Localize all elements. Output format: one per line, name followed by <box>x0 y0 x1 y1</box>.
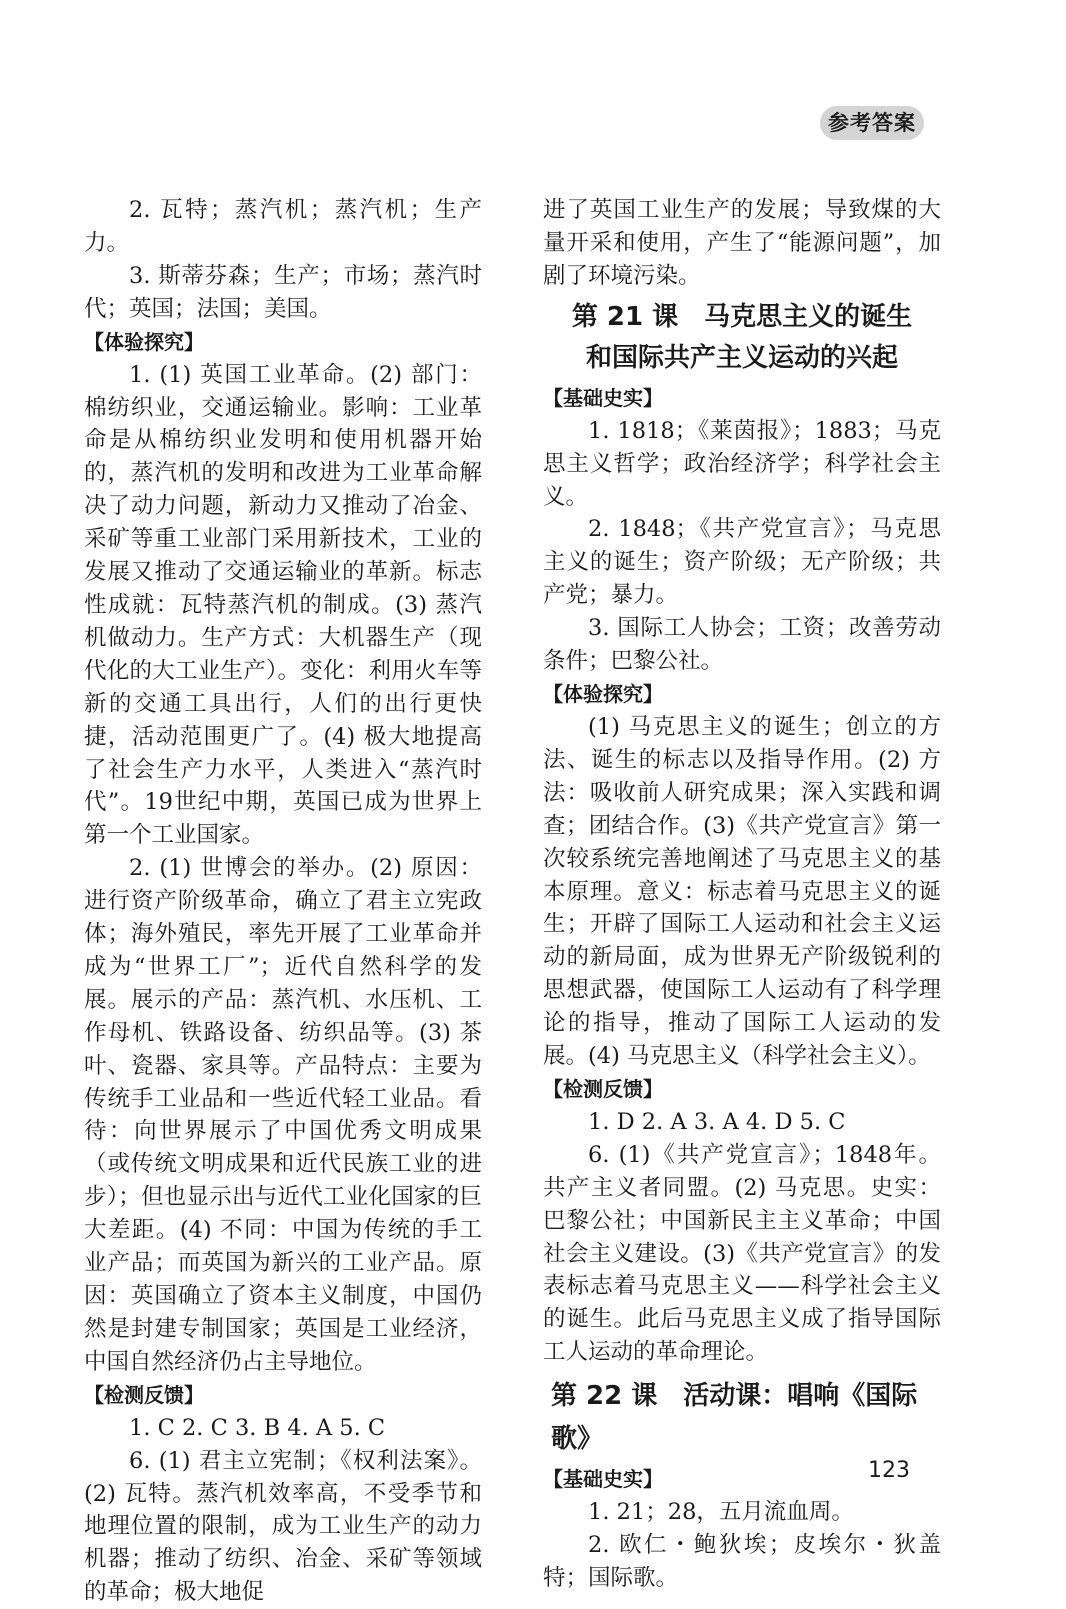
section-heading-basics: 【基础史实】 <box>543 1467 663 1492</box>
answer-paragraph: 2. (1) 世博会的举办。(2) 原因：进行资产阶级革命，确立了君主立宪政体；海外殖民，率先开展了工业革命并成为“世界工厂”；近代自然科学的发展。展示的产品：蒸汽机、水压机、工作母机、铁路设备、纺织品等。(3) 茶叶、瓷器、家具等。产品特点：主要为传统手工业品和一些近代轻工业品。看待：向世界展示了中国优秀文明成果（或传统文明成果和近代民族工业的进步）；但也显示出与近代工业化国家的巨大差距。(4) 不同：中国为传统的手工业产品；而英国为新兴的工业产品。原因：英国确立了资本主义制度，中国仍然是封建专制国家；英国是工业经济，中国自然经济仍占主导地位。 <box>84 855 482 1375</box>
answer-choices: 1. D 2. A 3. A 4. D 5. C <box>588 1108 846 1135</box>
answer-paragraph: 2. 瓦特；蒸汽机；蒸汽机；生产力。 <box>84 197 482 256</box>
section-heading-basics: 【基础史实】 <box>543 385 663 410</box>
answer-paragraph: 6. (1) 君主立宪制；《权利法案》。(2) 瓦特。蒸汽机效率高，不受季节和地理位置的限制，成为工业生产的动力机器；推动了纺织、冶金、采矿等领域的革命；极大地促 <box>84 1447 482 1606</box>
answer-paragraph: 3. 国际工人协会；工资；改善劳动条件；巴黎公社。 <box>543 615 941 675</box>
answer-paragraph: 2. 欧仁・鲍狄埃；皮埃尔・狄盖特；国际歌。 <box>543 1532 941 1591</box>
answer-paragraph: 3. 斯蒂芬森；生产；市场；蒸汽时代；英国；法国；美国。 <box>84 262 482 322</box>
answer-paragraph: 1. 21；28，五月流血周。 <box>588 1499 854 1526</box>
section-heading-explore: 【体验探究】 <box>543 681 663 706</box>
answer-paragraph: (1) 马克思主义的诞生；创立的方法、诞生的标志以及指导作用。(2) 方法：吸收前人研究成果；深入实践和调查；团结合作。(3)《共产党宣言》第一次较系统完善地阐述了马克思主义的基本原理。意义：标志着马克思主义的诞生；开辟了国际工人运动和社会主义运动的新局面，成为世界无产阶级锐利的思想武器，使国际工人运动有了科学理论的指导，推动了国际工人运动的发展。(4) 马克思主义（科学社会主义）。 <box>543 713 941 1070</box>
answer-paragraph: 2. 1848；《共产党宣言》；马克思主义的诞生；资产阶级；无产阶级；共产党；暴力。 <box>543 516 941 609</box>
left-column <box>84 194 482 1609</box>
lesson-title-21-line2: 和国际共产主义运动的兴起 <box>585 342 898 373</box>
right-column <box>543 194 941 1595</box>
answer-key-tag: 参考答案 <box>820 106 924 140</box>
section-heading-explore: 【体验探究】 <box>84 329 204 354</box>
lesson-title-22: 第 22 课 活动课：唱响《国际歌》 <box>551 1381 918 1455</box>
answer-paragraph: 6. (1)《共产党宣言》；1848年。共产主义者同盟。(2) 马克思。史实：巴黎公社；中国新民主主义革命；中国社会主义建设。(3)《共产党宣言》的发表标志着马克思主义——科学社会主义的诞生。此后马克思主义成了指导国际工人运动的革命理论。 <box>543 1141 941 1366</box>
answer-paragraph: 1. (1) 英国工业革命。(2) 部门：棉纺织业，交通运输业。影响：工业革命是从棉纺织业发明和使用机器开始的，蒸汽机的发明和改进为工业革命解决了动力问题，新动力又推动了冶金、采矿等重工业部门采用新技术，工业的发展又推动了交通运输业的革新。标志性成就：瓦特蒸汽机的制成。(3) 蒸汽机做动力。生产方式：大机器生产（现代化的大工业生产）。变化：利用火车等新的交通工具出行，人们的出行更快捷，活动范围更广了。(4) 极大地提高了社会生产力水平，人类进入“蒸汽时代”。19世纪中期，英国已成为世界上第一个工业国家。 <box>84 361 482 849</box>
page-number: 123 <box>868 1458 910 1483</box>
answer-paragraph-continued: 进了英国工业生产的发展；导致煤的大量开采和使用，产生了“能源问题”，加剧了环境污染。 <box>543 197 941 289</box>
section-heading-feedback: 【检测反馈】 <box>543 1076 663 1101</box>
answer-choices: 1. C 2. C 3. B 4. A 5. C <box>129 1414 386 1441</box>
answer-paragraph: 1. 1818；《莱茵报》；1883；马克思主义哲学；政治经济学；科学社会主义。 <box>543 417 941 510</box>
section-heading-feedback: 【检测反馈】 <box>84 1382 204 1407</box>
lesson-title-21-line1: 第 21 课 马克思主义的诞生 <box>571 301 913 332</box>
